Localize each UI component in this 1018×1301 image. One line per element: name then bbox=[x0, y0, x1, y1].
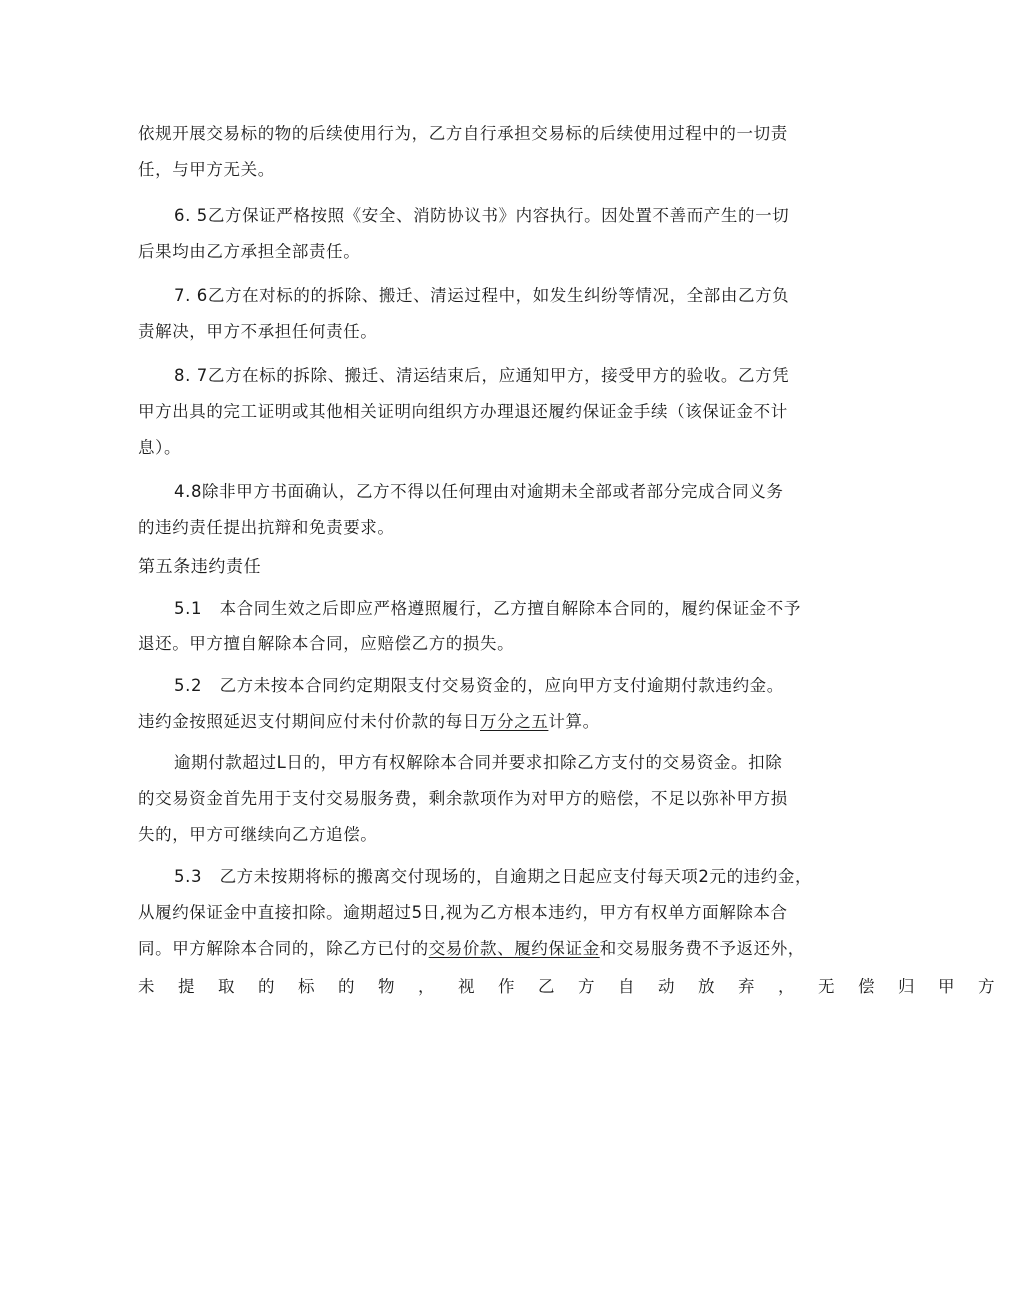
clause-4-8: 4.8除非甲方书面确认，乙方不得以任何理由对逾期未全部或者部分完成合同义务 bbox=[174, 482, 784, 501]
text-run: 计算。 bbox=[548, 712, 600, 731]
paragraph-line: 甲方出具的完工证明或其他相关证明向组织方办理退还履约保证金手续（该保证金不计 bbox=[138, 402, 788, 421]
paragraph-line: 任，与甲方无关。 bbox=[138, 160, 275, 179]
section-heading: 第五条违约责任 bbox=[138, 557, 262, 577]
clause-8-7: 8. 7乙方在标的拆除、搬迁、清运结束后，应通知甲方，接受甲方的验收。乙方凭 bbox=[174, 366, 790, 385]
clause-6-5: 6. 5乙方保证严格按照《安全、消防协议书》内容执行。因处置不善而产生的一切 bbox=[174, 206, 790, 225]
paragraph-line: 的违约责任提出抗辩和免责要求。 bbox=[138, 518, 395, 537]
paragraph-line: 逾期付款超过L日的，甲方有权解除本合同并要求扣除乙方支付的交易资金。扣除 bbox=[174, 753, 783, 772]
clause-5-3: 5.3 乙方未按期将标的搬离交付现场的，自逾期之日起应支付每天项2元的违约金， bbox=[174, 867, 813, 886]
paragraph-line: 的交易资金首先用于支付交易服务费，剩余款项作为对甲方的赔偿，不足以弥补甲方损 bbox=[138, 789, 788, 808]
paragraph-line bbox=[138, 711, 798, 733]
paragraph-line: 退还。甲方擅自解除本合同，应赔偿乙方的损失。 bbox=[138, 634, 515, 653]
clause-7-6: 7. 6乙方在对标的的拆除、搬迁、清运过程中，如发生纠纷等情况，全部由乙方负 bbox=[174, 286, 790, 305]
text-run: 违约金按照延迟支付期间应付未付价款的每日 bbox=[138, 712, 480, 731]
paragraph-line: 依规开展交易标的物的后续使用行为，乙方自行承担交易标的后续使用过程中的一切责 bbox=[138, 124, 788, 143]
paragraph-line: 责解决，甲方不承担任何责任。 bbox=[138, 322, 378, 341]
clause-5-2: 5.2 乙方未按本合同约定期限支付交易资金的，应向甲方支付逾期付款违约金。 bbox=[174, 676, 784, 695]
paragraph-line: 息）。 bbox=[138, 438, 182, 457]
clause-5-1: 5.1 本合同生效之后即应严格遵照履行，乙方擅自解除本合同的，履约保证金不予 bbox=[174, 599, 801, 618]
paragraph-line: 失的，甲方可继续向乙方追偿。 bbox=[138, 825, 378, 844]
paragraph-line: 从履约保证金中直接扣除。逾期超过5日,视为乙方根本违约，甲方有权单方面解除本合 bbox=[138, 903, 788, 922]
text-run: 同。甲方解除本合同的，除乙方已付的 bbox=[138, 939, 429, 958]
paragraph-line: 后果均由乙方承担全部责任。 bbox=[138, 242, 361, 261]
underlined-rate: 万分之五 bbox=[480, 712, 549, 731]
paragraph-line bbox=[138, 938, 805, 960]
paragraph-line: 未提取的标的物，视作乙方自动放弃，无偿归甲方 bbox=[138, 977, 1018, 996]
underlined-terms: 交易价款、履约保证金 bbox=[428, 939, 600, 958]
text-run: 和交易服务费不予返还外， bbox=[599, 939, 805, 958]
